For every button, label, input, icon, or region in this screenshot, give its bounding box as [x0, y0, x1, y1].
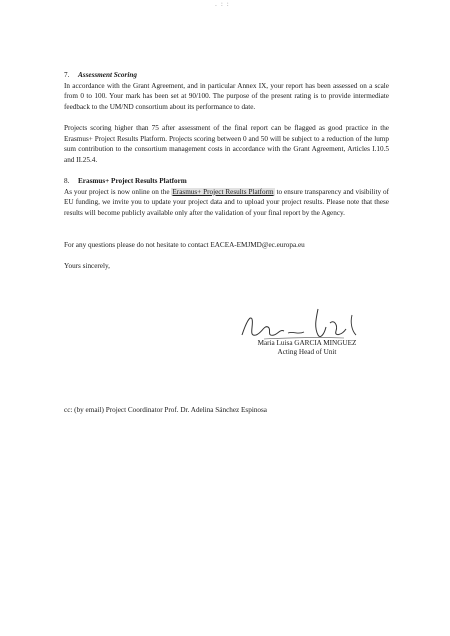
section-8-paragraph — [64, 187, 389, 219]
section-7-heading — [64, 70, 389, 81]
section-7-title: Assessment Scoring — [78, 71, 137, 79]
contact-text: For any questions please do not hesitate to contact — [64, 240, 211, 249]
signatory-name: Maria Luisa GARCIA MINGUEZ — [257, 339, 357, 347]
section-8-number: 8. — [64, 176, 70, 185]
closing-line: Yours sincerely, — [64, 261, 110, 270]
section-7-paragraph-1: In accordance with the Grant Agreement, and in particular Annex IX, your report has been assessed on a scale from 0 to 100. Your mark has been set at 90/100. The purpose of the present rating is to provide intermediate feedback to the UM/ND consortium about its performance to date. — [64, 81, 389, 111]
section-8-heading — [64, 176, 389, 187]
contact-line — [64, 240, 389, 251]
cc-line: cc: (by email) Project Coordinator Prof. Dr. Adelina Sánchez Espinosa — [64, 406, 267, 414]
section-8-text-end: to ensure transparency and visibility of EU funding, we invite you to update your project data and to upload your project results. Please note that these results will become publicly available only after the validation of your final report by the Agency. — [64, 187, 389, 217]
signatory-role: Acting Head of Unit — [277, 348, 337, 356]
section-8-text-start: As your project is now online on the — [64, 187, 172, 196]
scan-mark: . : : — [215, 1, 230, 8]
contact-email-link[interactable]: EACEA-EMJMD@ec.europa.eu — [210, 240, 305, 249]
section-7-number: 7. — [64, 71, 70, 79]
results-platform-link[interactable]: Erasmus+ Project Results Platform — [172, 187, 274, 196]
section-7-paragraph-2: Projects scoring higher than 75 after assessment of the final report can be flagged as good practice in the Erasmus+ Project Results Platform. Projects scoring between 0 and 50 will be subject to a reduction of the lump sum contribution to the consortium management costs in accordance with the Grant Agreement, Articles I.10.5 and II.25.4. — [64, 123, 389, 164]
section-8-title: Erasmus+ Project Results Platform — [78, 176, 187, 185]
letter-body — [64, 70, 389, 282]
signatory-block — [242, 339, 372, 357]
